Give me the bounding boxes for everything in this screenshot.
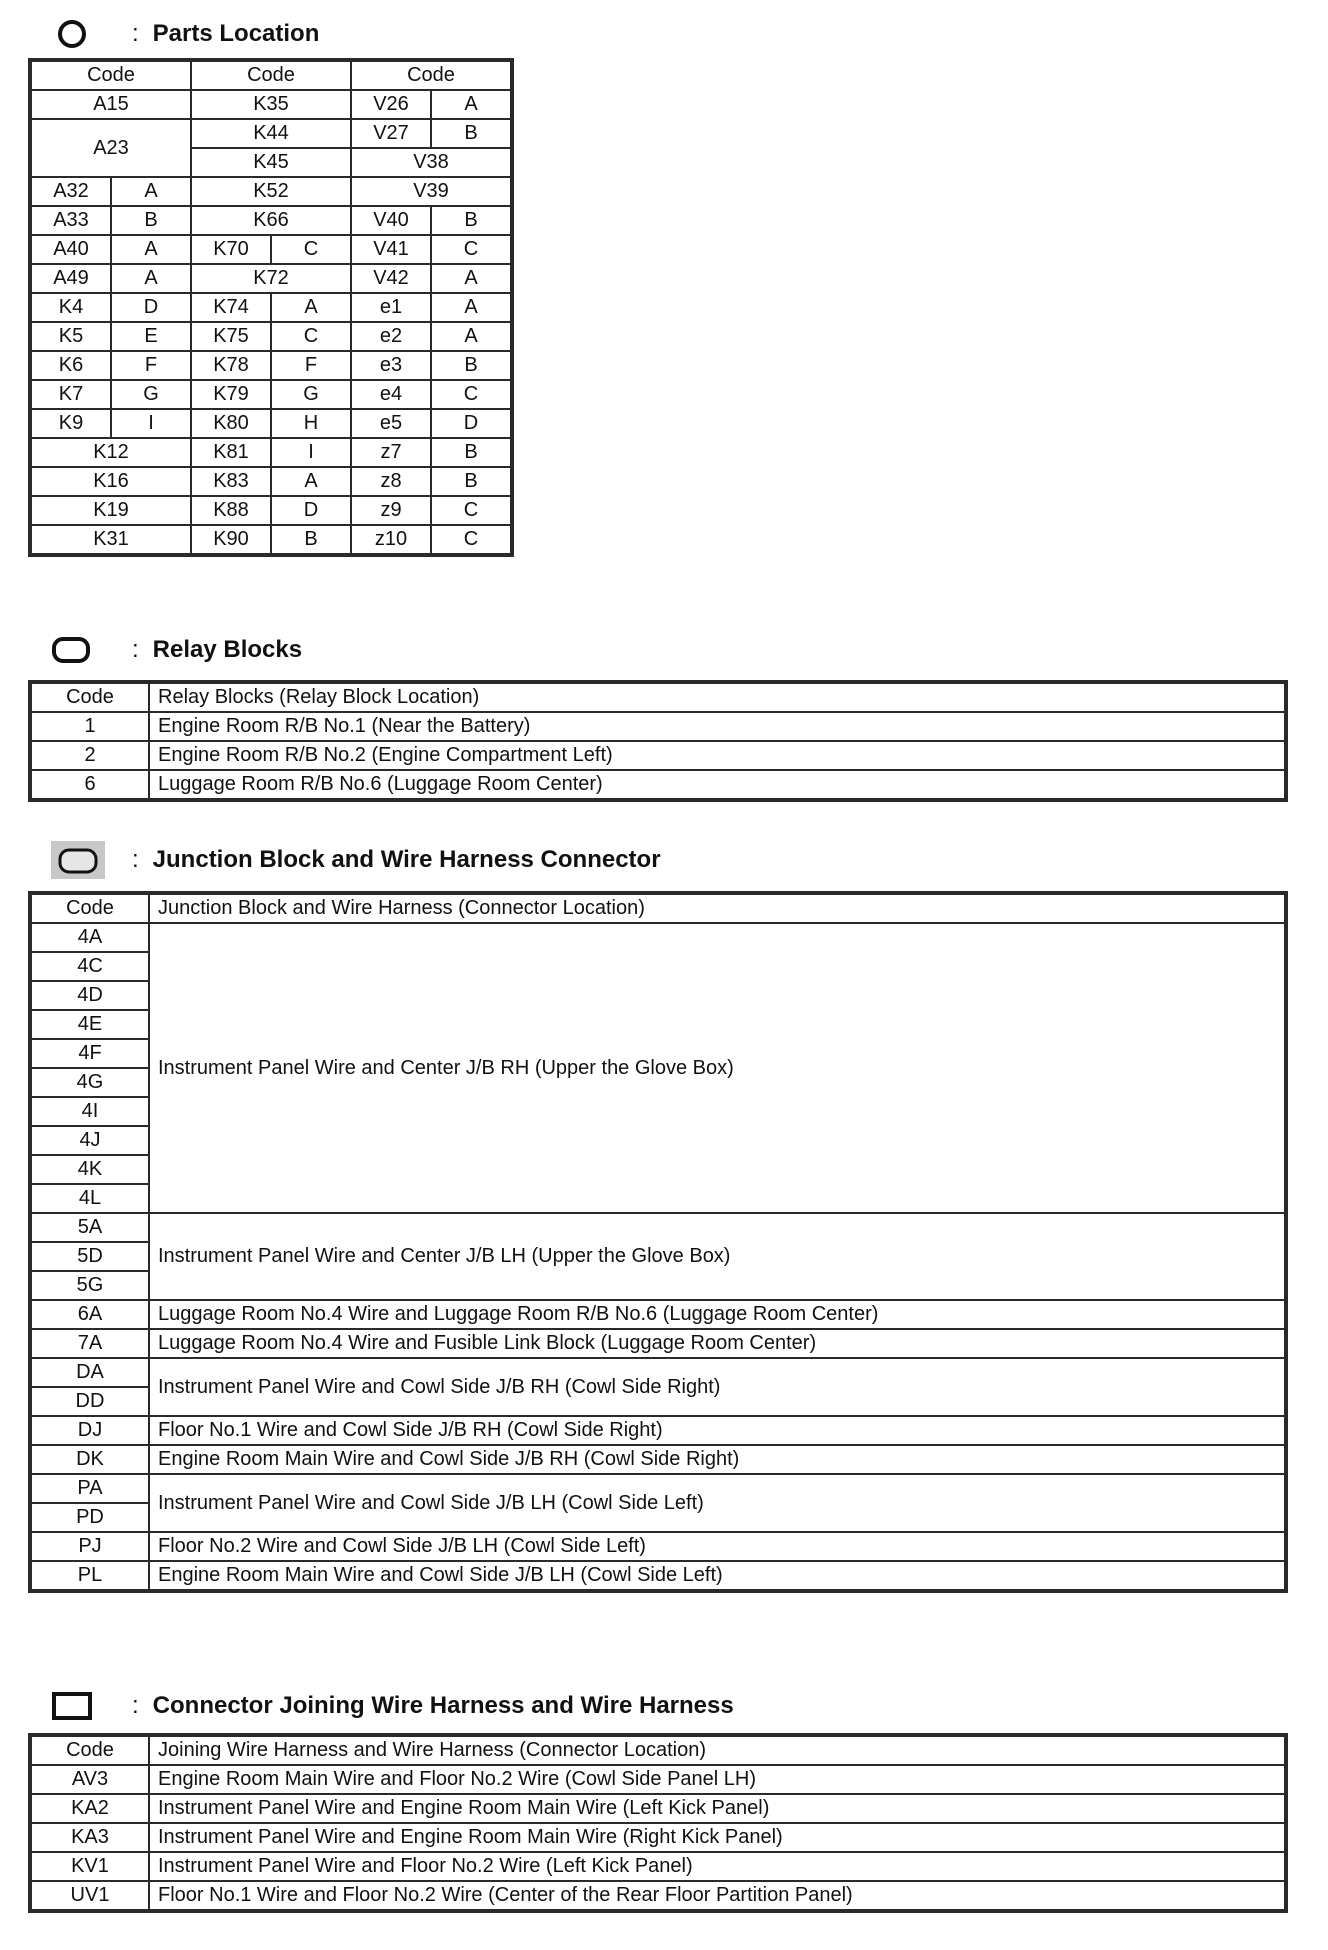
table-row — [31, 1300, 1285, 1329]
connector-joining-heading — [50, 1686, 734, 1726]
description-cell: Engine Room Main Wire and Cowl Side J/B RH (Cowl Side Right) — [149, 1445, 1285, 1474]
location-cell: E — [111, 322, 191, 351]
table-row — [31, 923, 1285, 952]
connector-joining-table — [30, 1735, 1286, 1911]
code-cell: PJ — [31, 1532, 149, 1561]
table-row — [31, 1561, 1285, 1590]
location-cell: C — [431, 525, 511, 554]
location-cell: B — [431, 119, 511, 148]
code-cell: 4G — [31, 1068, 149, 1097]
location-cell: C — [431, 235, 511, 264]
code-cell: K6 — [31, 351, 111, 380]
shaded-rounded-rect-icon — [50, 842, 106, 878]
parts-location-title: Parts Location — [152, 20, 320, 47]
code-cell: K70 — [191, 235, 271, 264]
table-row — [31, 438, 511, 467]
code-cell: K16 — [31, 467, 191, 496]
code-cell: DA — [31, 1358, 149, 1387]
location-cell: C — [271, 235, 351, 264]
location-cell: B — [431, 438, 511, 467]
table-row — [31, 770, 1285, 799]
code-cell: 4L — [31, 1184, 149, 1213]
heading-colon: : — [132, 846, 139, 873]
location-cell: A — [111, 235, 191, 264]
code-cell: K72 — [191, 264, 351, 293]
code-cell: K44 — [191, 119, 351, 148]
code-cell: DJ — [31, 1416, 149, 1445]
table-row — [31, 235, 511, 264]
code-cell: DD — [31, 1387, 149, 1416]
code-cell: AV3 — [31, 1765, 149, 1794]
code-cell: e1 — [351, 293, 431, 322]
table-row — [31, 206, 511, 235]
heading-colon: : — [132, 20, 139, 47]
code-cell: K45 — [191, 148, 351, 177]
table-row — [31, 1881, 1285, 1910]
location-cell: B — [271, 525, 351, 554]
description-cell: Engine Room Main Wire and Floor No.2 Wire (Cowl Side Panel LH) — [149, 1765, 1285, 1794]
table-row — [31, 1532, 1285, 1561]
code-cell: K83 — [191, 467, 271, 496]
table-row — [31, 467, 511, 496]
code-cell: UV1 — [31, 1881, 149, 1910]
code-cell: 2 — [31, 741, 149, 770]
connector-joining-title: Connector Joining Wire Harness and Wire Harness — [152, 1692, 734, 1719]
code-cell: z8 — [351, 467, 431, 496]
location-cell: A — [111, 177, 191, 206]
table-row — [31, 1474, 1285, 1503]
table-row — [31, 741, 1285, 770]
table-row — [31, 496, 511, 525]
code-cell: e3 — [351, 351, 431, 380]
table-row — [31, 1358, 1285, 1387]
code-cell: 5D — [31, 1242, 149, 1271]
code-cell: V38 — [351, 148, 511, 177]
code-cell: K81 — [191, 438, 271, 467]
junction-block-heading — [50, 840, 661, 880]
code-cell: DK — [31, 1445, 149, 1474]
description-cell: Engine Room Main Wire and Cowl Side J/B LH (Cowl Side Left) — [149, 1561, 1285, 1590]
description-cell: Luggage Room No.4 Wire and Fusible Link Block (Luggage Room Center) — [149, 1329, 1285, 1358]
description-cell: Floor No.2 Wire and Cowl Side J/B LH (Cowl Side Left) — [149, 1532, 1285, 1561]
location-cell: G — [111, 380, 191, 409]
code-cell: K66 — [191, 206, 351, 235]
code-cell: K75 — [191, 322, 271, 351]
table-row — [31, 293, 511, 322]
description-cell: Instrument Panel Wire and Engine Room Main Wire (Right Kick Panel) — [149, 1823, 1285, 1852]
table-row — [31, 177, 511, 206]
code-cell: KV1 — [31, 1852, 149, 1881]
code-cell: KA3 — [31, 1823, 149, 1852]
code-cell: KA2 — [31, 1794, 149, 1823]
location-cell: A — [431, 90, 511, 119]
code-cell: K19 — [31, 496, 191, 525]
code-cell: K35 — [191, 90, 351, 119]
code-cell: A49 — [31, 264, 111, 293]
code-cell: z10 — [351, 525, 431, 554]
description-cell: Floor No.1 Wire and Floor No.2 Wire (Center of the Rear Floor Partition Panel) — [149, 1881, 1285, 1910]
description-cell: Instrument Panel Wire and Cowl Side J/B RH (Cowl Side Right) — [149, 1358, 1285, 1416]
rounded-rect-icon — [50, 632, 106, 668]
code-cell: K88 — [191, 496, 271, 525]
relay-blocks-heading — [50, 630, 302, 670]
table-row — [31, 1765, 1285, 1794]
code-cell: 5A — [31, 1213, 149, 1242]
table-row — [31, 351, 511, 380]
table-row — [31, 1794, 1285, 1823]
code-cell: K5 — [31, 322, 111, 351]
table-row — [31, 1445, 1285, 1474]
code-cell: A32 — [31, 177, 111, 206]
header-cell: Relay Blocks (Relay Block Location) — [149, 683, 1285, 712]
circle-icon — [50, 16, 106, 52]
table-row — [31, 1736, 1285, 1765]
header-cell: Junction Block and Wire Harness (Connector Location) — [149, 894, 1285, 923]
location-cell: A — [431, 264, 511, 293]
table-row — [31, 1329, 1285, 1358]
header-cell: Code — [191, 61, 351, 90]
code-cell: 4K — [31, 1155, 149, 1184]
code-cell: 5G — [31, 1271, 149, 1300]
code-cell: V26 — [351, 90, 431, 119]
relay-blocks-title: Relay Blocks — [152, 636, 303, 663]
header-cell: Code — [31, 61, 191, 90]
code-cell: e2 — [351, 322, 431, 351]
table-row — [31, 1416, 1285, 1445]
code-cell: K12 — [31, 438, 191, 467]
description-cell: Floor No.1 Wire and Cowl Side J/B RH (Cowl Side Right) — [149, 1416, 1285, 1445]
code-cell: A15 — [31, 90, 191, 119]
code-cell: V27 — [351, 119, 431, 148]
table-row — [31, 525, 511, 554]
table-row — [31, 409, 511, 438]
table-row — [31, 894, 1285, 923]
heading-colon: : — [132, 1692, 139, 1719]
relay-blocks-table — [30, 682, 1286, 800]
location-cell: A — [111, 264, 191, 293]
code-cell: K7 — [31, 380, 111, 409]
code-cell: PA — [31, 1474, 149, 1503]
code-cell: PD — [31, 1503, 149, 1532]
table-row — [31, 1823, 1285, 1852]
location-cell: A — [271, 467, 351, 496]
code-cell: 4C — [31, 952, 149, 981]
code-cell: K74 — [191, 293, 271, 322]
code-cell: 4F — [31, 1039, 149, 1068]
code-cell: 1 — [31, 712, 149, 741]
location-cell: G — [271, 380, 351, 409]
location-cell: B — [111, 206, 191, 235]
description-cell: Instrument Panel Wire and Center J/B LH (Upper the Glove Box) — [149, 1213, 1285, 1300]
code-cell: V39 — [351, 177, 511, 206]
location-cell: C — [431, 496, 511, 525]
code-cell: V40 — [351, 206, 431, 235]
location-cell: H — [271, 409, 351, 438]
description-cell: Engine Room R/B No.1 (Near the Battery) — [149, 712, 1285, 741]
code-cell: A23 — [31, 119, 191, 177]
heading-colon: : — [132, 636, 139, 663]
code-cell: 4D — [31, 981, 149, 1010]
description-cell: Luggage Room No.4 Wire and Luggage Room R/B No.6 (Luggage Room Center) — [149, 1300, 1285, 1329]
location-cell: F — [111, 351, 191, 380]
code-cell: K52 — [191, 177, 351, 206]
header-cell: Code — [31, 1736, 149, 1765]
location-cell: A — [271, 293, 351, 322]
code-cell: V42 — [351, 264, 431, 293]
junction-block-table — [30, 893, 1286, 1591]
parts-location-table — [30, 60, 512, 555]
code-cell: K4 — [31, 293, 111, 322]
description-cell: Instrument Panel Wire and Cowl Side J/B LH (Cowl Side Left) — [149, 1474, 1285, 1532]
table-row — [31, 119, 511, 148]
code-cell: PL — [31, 1561, 149, 1590]
table-row — [31, 322, 511, 351]
table-row — [31, 1852, 1285, 1881]
description-cell: Luggage Room R/B No.6 (Luggage Room Center) — [149, 770, 1285, 799]
code-cell: 4E — [31, 1010, 149, 1039]
location-cell: F — [271, 351, 351, 380]
code-cell: 4I — [31, 1097, 149, 1126]
description-cell: Instrument Panel Wire and Engine Room Main Wire (Left Kick Panel) — [149, 1794, 1285, 1823]
header-cell: Code — [31, 683, 149, 712]
table-row — [31, 264, 511, 293]
location-cell: B — [431, 206, 511, 235]
code-cell: K79 — [191, 380, 271, 409]
location-cell: I — [271, 438, 351, 467]
header-cell: Joining Wire Harness and Wire Harness (Connector Location) — [149, 1736, 1285, 1765]
description-cell: Instrument Panel Wire and Floor No.2 Wire (Left Kick Panel) — [149, 1852, 1285, 1881]
location-cell: C — [271, 322, 351, 351]
code-cell: 4J — [31, 1126, 149, 1155]
code-cell: e5 — [351, 409, 431, 438]
description-cell: Instrument Panel Wire and Center J/B RH (Upper the Glove Box) — [149, 923, 1285, 1213]
code-cell: 6 — [31, 770, 149, 799]
location-cell: B — [431, 351, 511, 380]
code-cell: 4A — [31, 923, 149, 952]
junction-block-title: Junction Block and Wire Harness Connector — [152, 846, 661, 873]
location-cell: C — [431, 380, 511, 409]
header-cell: Code — [31, 894, 149, 923]
location-cell: B — [431, 467, 511, 496]
code-cell: 7A — [31, 1329, 149, 1358]
code-cell: K78 — [191, 351, 271, 380]
table-row — [31, 61, 511, 90]
description-cell: Engine Room R/B No.2 (Engine Compartment Left) — [149, 741, 1285, 770]
table-row — [31, 90, 511, 119]
location-cell: D — [111, 293, 191, 322]
code-cell: A33 — [31, 206, 111, 235]
location-cell: A — [431, 293, 511, 322]
table-row — [31, 380, 511, 409]
code-cell: K90 — [191, 525, 271, 554]
table-row — [31, 712, 1285, 741]
code-cell: A40 — [31, 235, 111, 264]
location-cell: I — [111, 409, 191, 438]
code-cell: z9 — [351, 496, 431, 525]
code-cell: z7 — [351, 438, 431, 467]
code-cell: e4 — [351, 380, 431, 409]
location-cell: D — [271, 496, 351, 525]
header-cell: Code — [351, 61, 511, 90]
square-icon — [50, 1688, 106, 1724]
location-cell: A — [431, 322, 511, 351]
code-cell: 6A — [31, 1300, 149, 1329]
table-row — [31, 1213, 1285, 1242]
code-cell: K31 — [31, 525, 191, 554]
table-row — [31, 683, 1285, 712]
code-cell: K9 — [31, 409, 111, 438]
parts-location-heading — [50, 14, 319, 54]
code-cell: K80 — [191, 409, 271, 438]
code-cell: V41 — [351, 235, 431, 264]
location-cell: D — [431, 409, 511, 438]
